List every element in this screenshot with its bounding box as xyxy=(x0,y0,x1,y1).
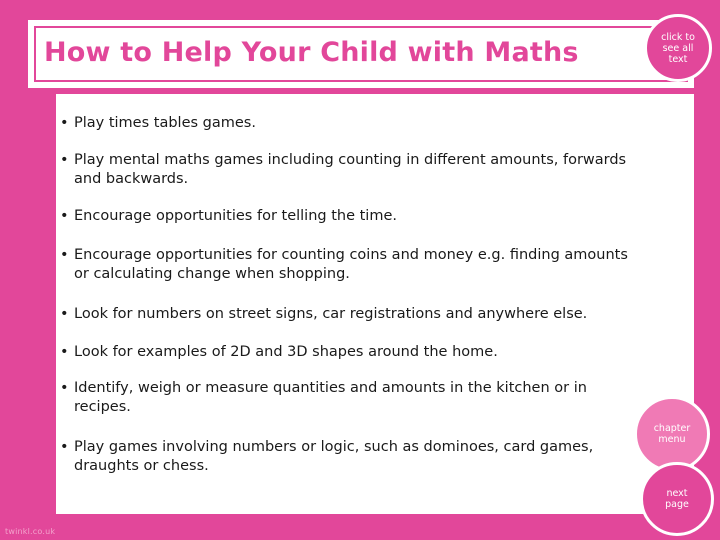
title-panel xyxy=(28,20,694,88)
bullet-icon: • xyxy=(60,152,69,168)
list-item xyxy=(58,343,638,362)
see-all-text-label: click to see all text xyxy=(661,31,695,65)
list-item xyxy=(58,438,638,476)
footer-logo: twinkl.co.uk xyxy=(5,527,56,536)
bullet-icon: • xyxy=(60,380,69,396)
bullet-icon: • xyxy=(60,439,69,455)
bullet-icon: • xyxy=(60,115,69,131)
list-item-text: Play mental maths games including counting in different amounts, forwards and backwards. xyxy=(74,152,627,187)
list-item xyxy=(58,207,638,226)
see-all-text-button[interactable] xyxy=(644,14,712,82)
title-frame xyxy=(34,26,688,82)
next-page-button[interactable] xyxy=(640,462,714,536)
list-item xyxy=(58,246,638,284)
page-title: How to Help Your Child with Maths xyxy=(44,37,579,68)
list-item xyxy=(58,379,638,417)
bullet-icon: • xyxy=(60,306,69,322)
bullet-icon: • xyxy=(60,344,69,360)
list-item xyxy=(58,114,638,133)
list-item-text: Identify, weigh or measure quantities and amounts in the kitchen or in recipes. xyxy=(74,380,587,415)
list-item-text: Look for numbers on street signs, car registrations and anywhere else. xyxy=(74,306,588,322)
bullet-icon: • xyxy=(60,247,69,263)
bullet-icon: • xyxy=(60,208,69,224)
next-page-label: next page xyxy=(665,488,689,510)
list-item-text: Look for examples of 2D and 3D shapes around the home. xyxy=(74,344,498,360)
list-item xyxy=(58,305,638,324)
list-item xyxy=(58,151,638,189)
list-item-text: Encourage opportunities for counting coins and money e.g. finding amounts or calculating change when shopping. xyxy=(74,247,628,282)
chapter-menu-button[interactable] xyxy=(634,396,710,472)
list-item-text: Encourage opportunities for telling the time. xyxy=(74,208,397,224)
content-panel xyxy=(56,94,694,514)
chapter-menu-label: chapter menu xyxy=(653,423,691,445)
list-item-text: Play games involving numbers or logic, such as dominoes, card games, draughts or chess. xyxy=(74,439,594,474)
list-item-text: Play times tables games. xyxy=(74,115,256,131)
